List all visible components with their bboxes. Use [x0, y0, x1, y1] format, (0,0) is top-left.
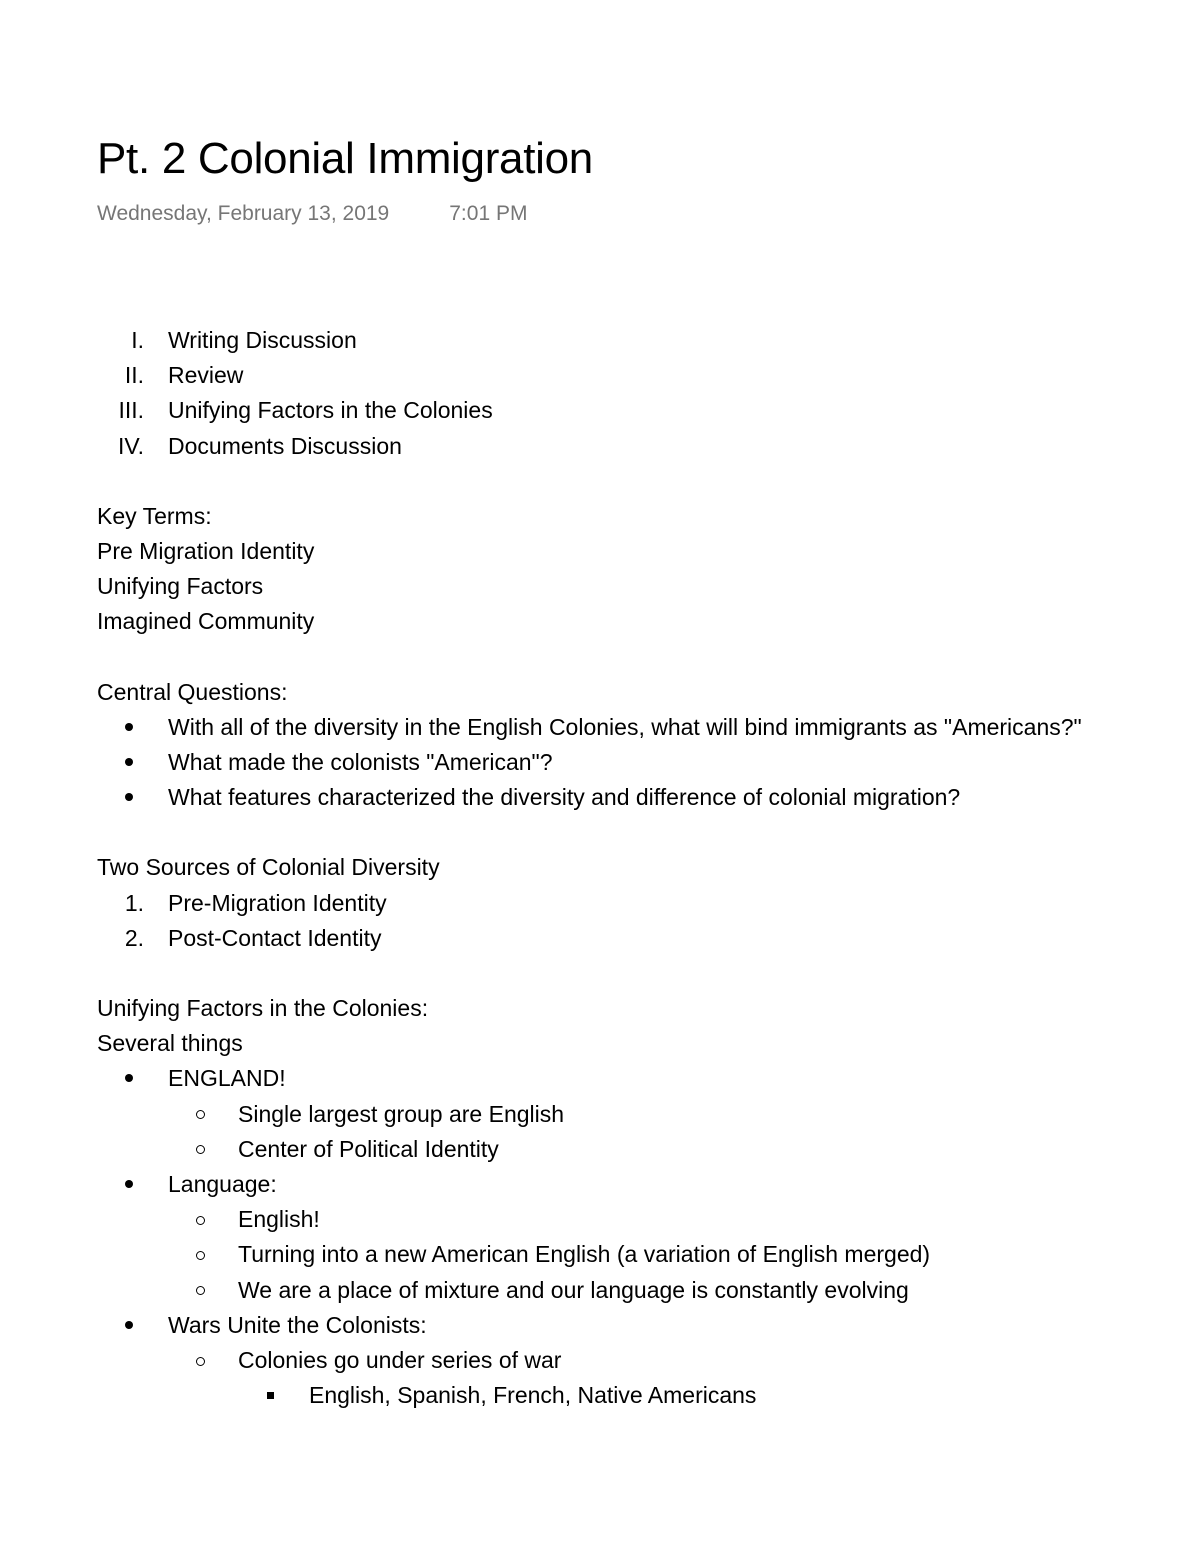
question-text: With all of the diversity in the English Colonies, what will bind immigrants as "Americans?" [168, 713, 1082, 740]
circle-bullet-icon [196, 1237, 205, 1272]
source-item [97, 886, 1137, 921]
outline-list [97, 323, 1137, 464]
roman-numeral: I. [131, 327, 144, 353]
factor-subitem: English! [97, 1202, 1137, 1237]
outline-item-text: Documents Discussion [168, 432, 402, 459]
factor-text: Wars Unite the Colonists: [168, 1311, 427, 1338]
circle-bullet-icon [196, 1132, 205, 1167]
factor-text: Language: [168, 1171, 277, 1198]
outline-item [97, 358, 1137, 393]
sources-heading: Two Sources of Colonial Diversity [97, 854, 440, 881]
key-terms-heading: Key Terms: [97, 502, 212, 529]
central-questions-heading: Central Questions: [97, 678, 288, 705]
note-time: 7:01 PM [449, 202, 528, 225]
outline-item [97, 429, 1137, 464]
factor-subitem: Center of Political Identity [97, 1132, 1137, 1167]
square-bullet-icon [267, 1378, 274, 1413]
bullet-icon [125, 1167, 133, 1202]
factor-subitem: We are a place of mixture and our language is constantly evolving [97, 1273, 1137, 1308]
question-item [97, 745, 1137, 780]
factor-subsubitem: English, Spanish, French, Native Americans [97, 1378, 1137, 1413]
question-item [97, 710, 1137, 745]
outline-item-text: Review [168, 362, 244, 389]
bullet-icon [125, 1308, 133, 1343]
unifying-subheading: Several things [97, 1030, 243, 1057]
factor-subitem: Colonies go under series of war [97, 1343, 1137, 1378]
question-text: What made the colonists "American"? [168, 749, 553, 776]
number-marker: 2. [124, 924, 144, 951]
outline-item-text: Writing Discussion [168, 327, 357, 353]
question-item [97, 780, 1137, 815]
bullet-icon [125, 745, 133, 780]
source-text: Pre-Migration Identity [168, 889, 387, 916]
factor-item [97, 1308, 1137, 1343]
factor-item [97, 1061, 1137, 1096]
bullet-icon [125, 1061, 133, 1096]
source-item [97, 921, 1137, 956]
circle-bullet-icon [196, 1202, 205, 1237]
roman-numeral: III. [118, 397, 144, 424]
roman-numeral: II. [124, 362, 144, 389]
key-term: Imagined Community [97, 608, 315, 635]
question-text: What features characterized the diversity and difference of colonial migration? [168, 784, 961, 811]
key-term: Pre Migration Identity [97, 538, 315, 565]
bullet-icon [125, 780, 133, 815]
outline-item-text: Unifying Factors in the Colonies [168, 397, 493, 424]
factor-subitem: Turning into a new American English (a variation of English merged) [97, 1237, 1137, 1272]
circle-bullet-icon [196, 1097, 205, 1132]
outline-item [97, 323, 1137, 358]
note-page [97, 132, 1137, 1413]
number-marker: 1. [124, 889, 144, 916]
factor-item [97, 1167, 1137, 1202]
roman-numeral: IV. [117, 432, 144, 459]
note-timestamp [97, 200, 1137, 228]
page-title: Pt. 2 Colonial Immigration [97, 134, 593, 183]
unifying-heading: Unifying Factors in the Colonies: [97, 995, 429, 1022]
circle-bullet-icon [196, 1273, 205, 1308]
circle-bullet-icon [196, 1343, 205, 1378]
key-term: Unifying Factors [97, 573, 264, 600]
bullet-icon [125, 710, 133, 745]
source-text: Post-Contact Identity [168, 924, 382, 951]
factor-subitem: Single largest group are English [97, 1097, 1137, 1132]
factor-text: ENGLAND! [168, 1065, 286, 1092]
note-date: Wednesday, February 13, 2019 [97, 202, 390, 225]
outline-item [97, 393, 1137, 428]
